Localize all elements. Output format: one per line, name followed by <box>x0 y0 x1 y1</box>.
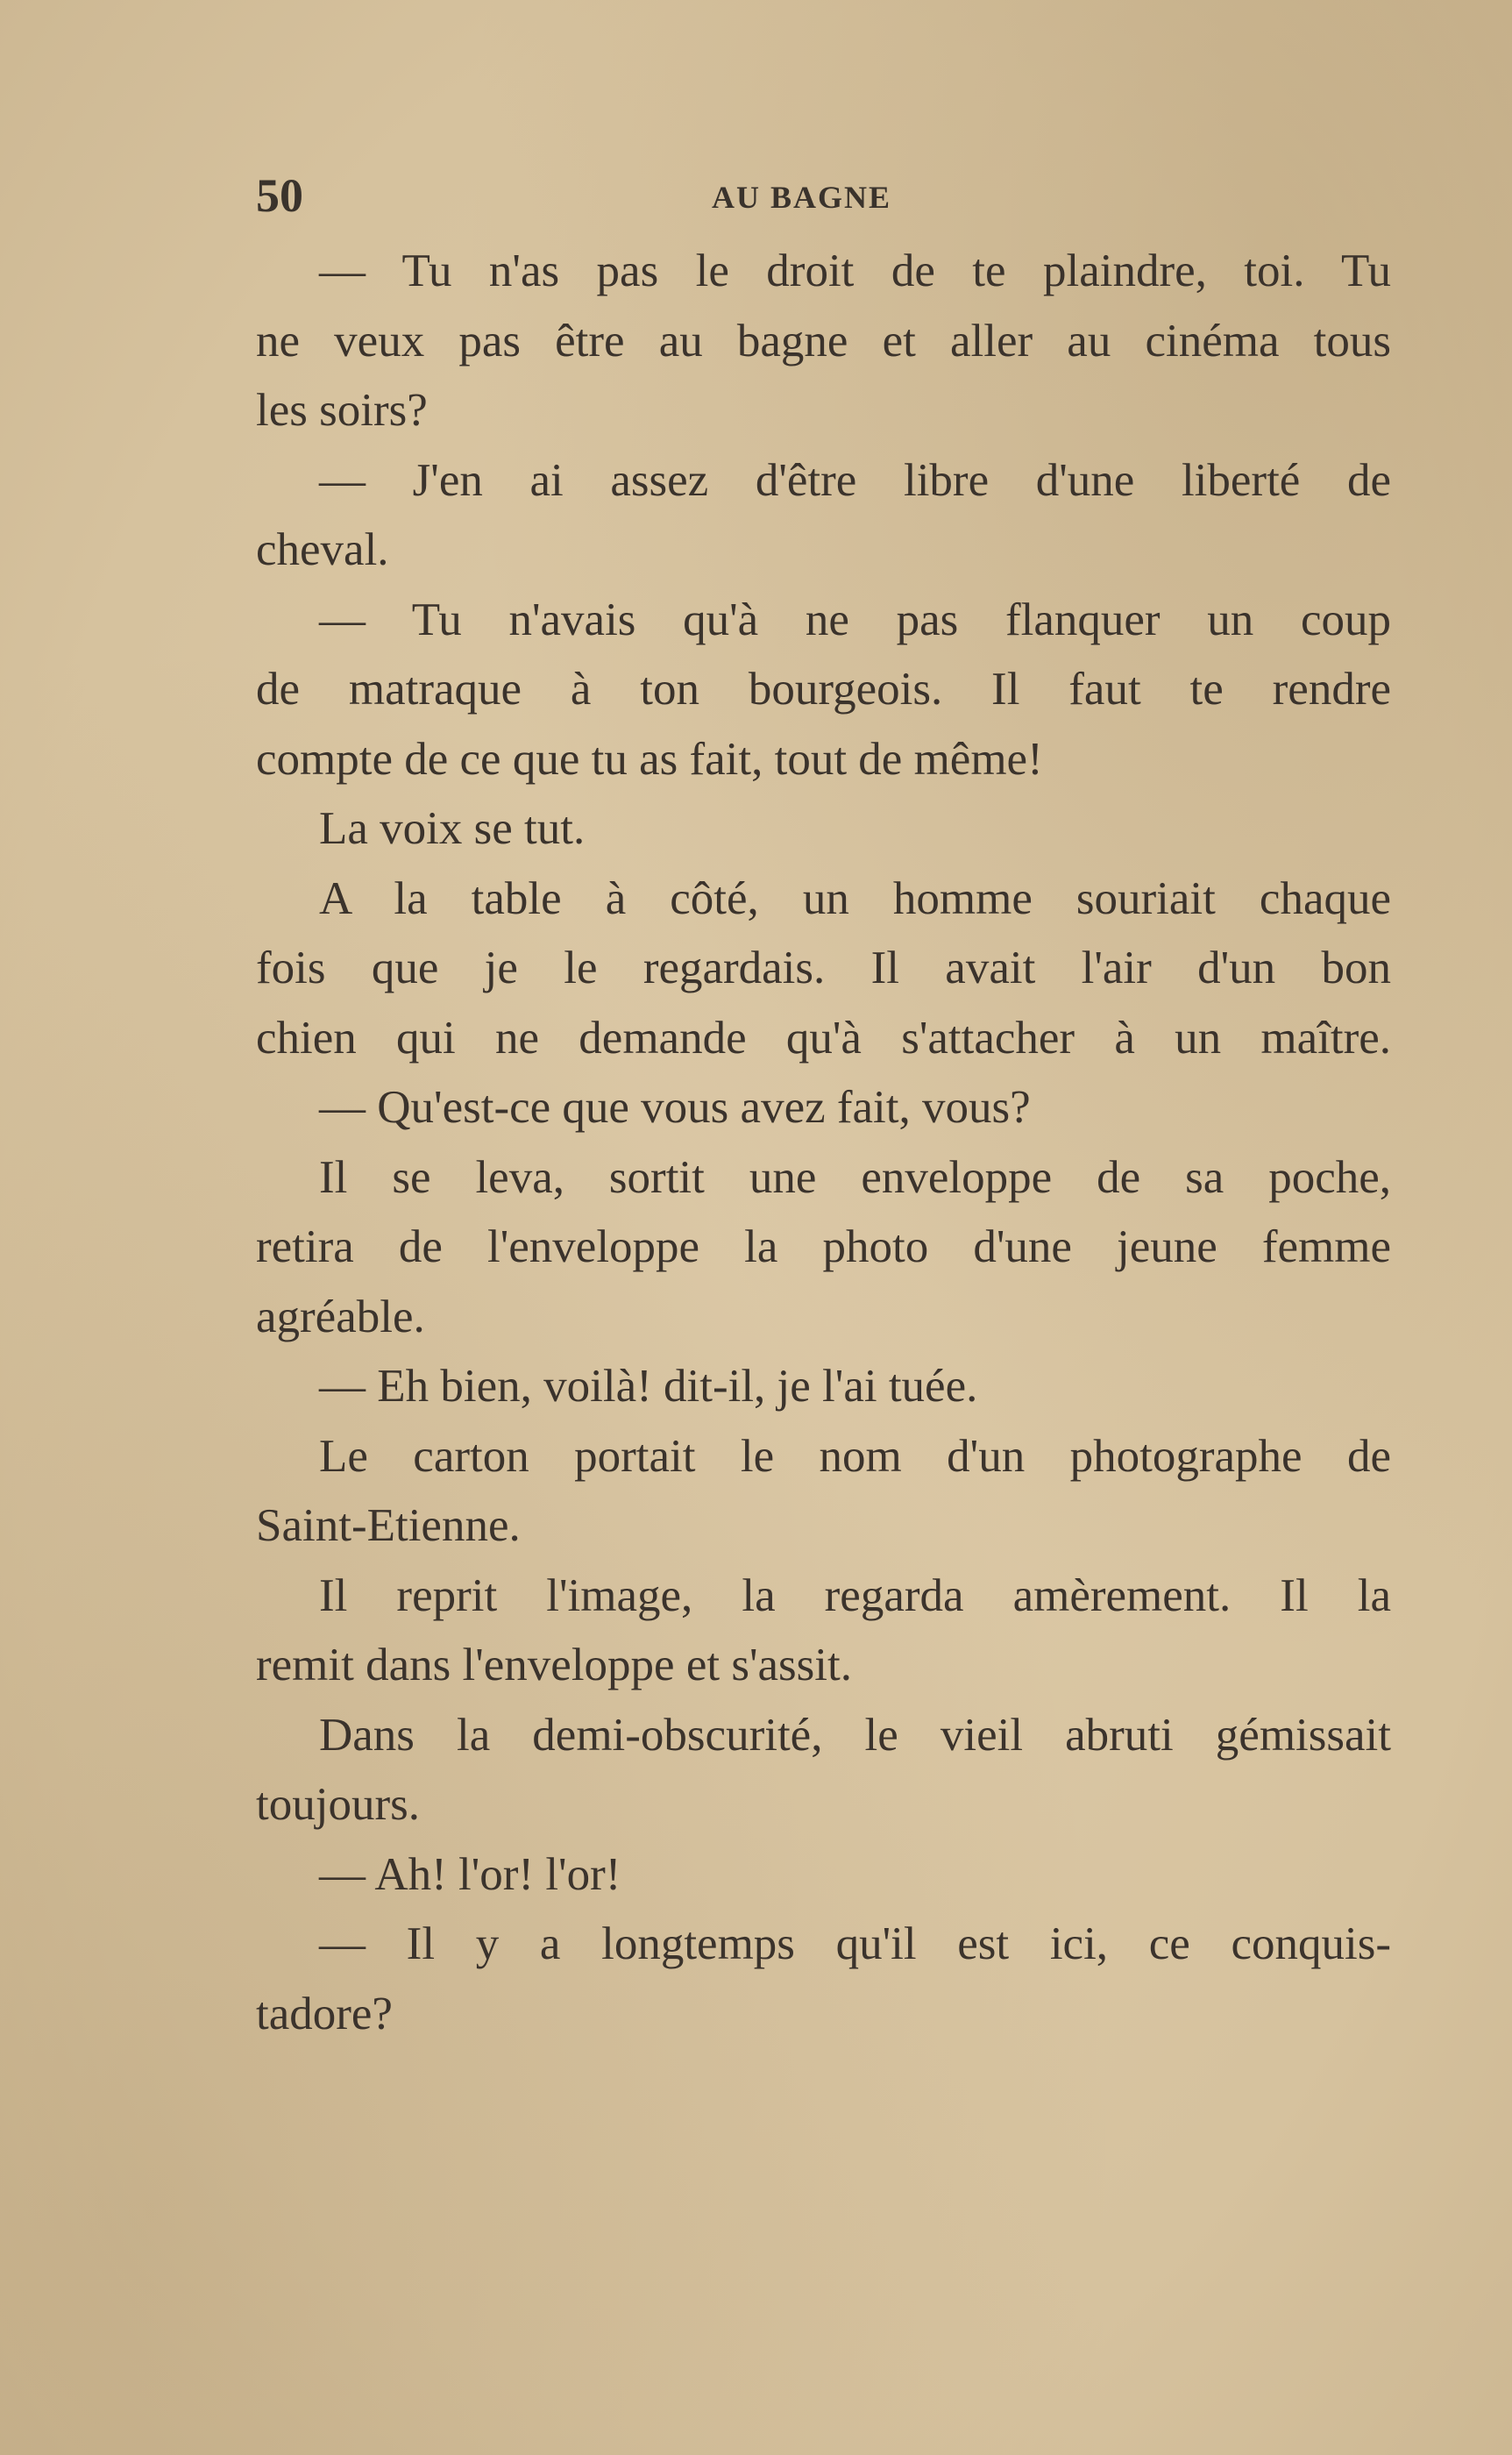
text-line: Le carton portait le nom d'un photographe de <box>319 1430 1391 1482</box>
text-line: remit dans l'enveloppe et s'assit. <box>256 1640 852 1690</box>
text-line: toujours. <box>256 1779 420 1830</box>
text-line: La voix se tut. <box>319 803 586 854</box>
text-line: agréable. <box>256 1291 425 1342</box>
body-text <box>256 237 1391 2049</box>
text-line: cheval. <box>256 524 389 575</box>
text-line: Il reprit l'image, la regarda amèrement. Il la <box>319 1569 1391 1621</box>
text-line: chien qui ne demande qu'à s'attacher à un maître. <box>256 1012 1391 1064</box>
text-line: — Tu n'avais qu'à ne pas flanquer un coup <box>319 594 1391 645</box>
text-line: Saint-Etienne. <box>256 1500 521 1551</box>
text-line: fois que je le regardais. Il avait l'air d'un bon <box>256 943 1391 993</box>
text-line: de matraque à ton bourgeois. Il faut te rendre <box>256 664 1391 715</box>
text-line: compte de ce que tu as fait, tout de même! <box>256 733 1043 785</box>
text-line: — Qu'est-ce que vous avez fait, vous? <box>319 1082 1031 1133</box>
text-line: — Ah! l'or! l'or! <box>319 1848 621 1900</box>
text-line: Il se leva, sortit une enveloppe de sa poche, <box>319 1151 1391 1203</box>
text-line: A la table à côté, un homme souriait chaque <box>319 872 1391 924</box>
page-number: 50 <box>256 169 303 222</box>
page-header <box>256 168 1391 221</box>
text-line: — Il y a longtemps qu'il est ici, ce conquis- <box>319 1918 1391 1969</box>
text-line: — J'en ai assez d'être libre d'une liberté de <box>319 454 1391 506</box>
running-head: AU BAGNE <box>712 180 892 215</box>
text-line: retira de l'enveloppe la photo d'une jeune femme <box>256 1221 1391 1272</box>
text-line: Dans la demi-obscurité, le vieil abruti gémissait <box>319 1709 1391 1761</box>
text-line: les soirs? <box>256 385 428 436</box>
text-line: — Eh bien, voilà! dit-il, je l'ai tuée. <box>319 1361 978 1412</box>
text-line: ne veux pas être au bagne et aller au cinéma tous <box>256 315 1391 366</box>
text-line: — Tu n'as pas le droit de te plaindre, toi. Tu <box>319 246 1391 296</box>
text-line: tadore? <box>256 1988 393 2039</box>
